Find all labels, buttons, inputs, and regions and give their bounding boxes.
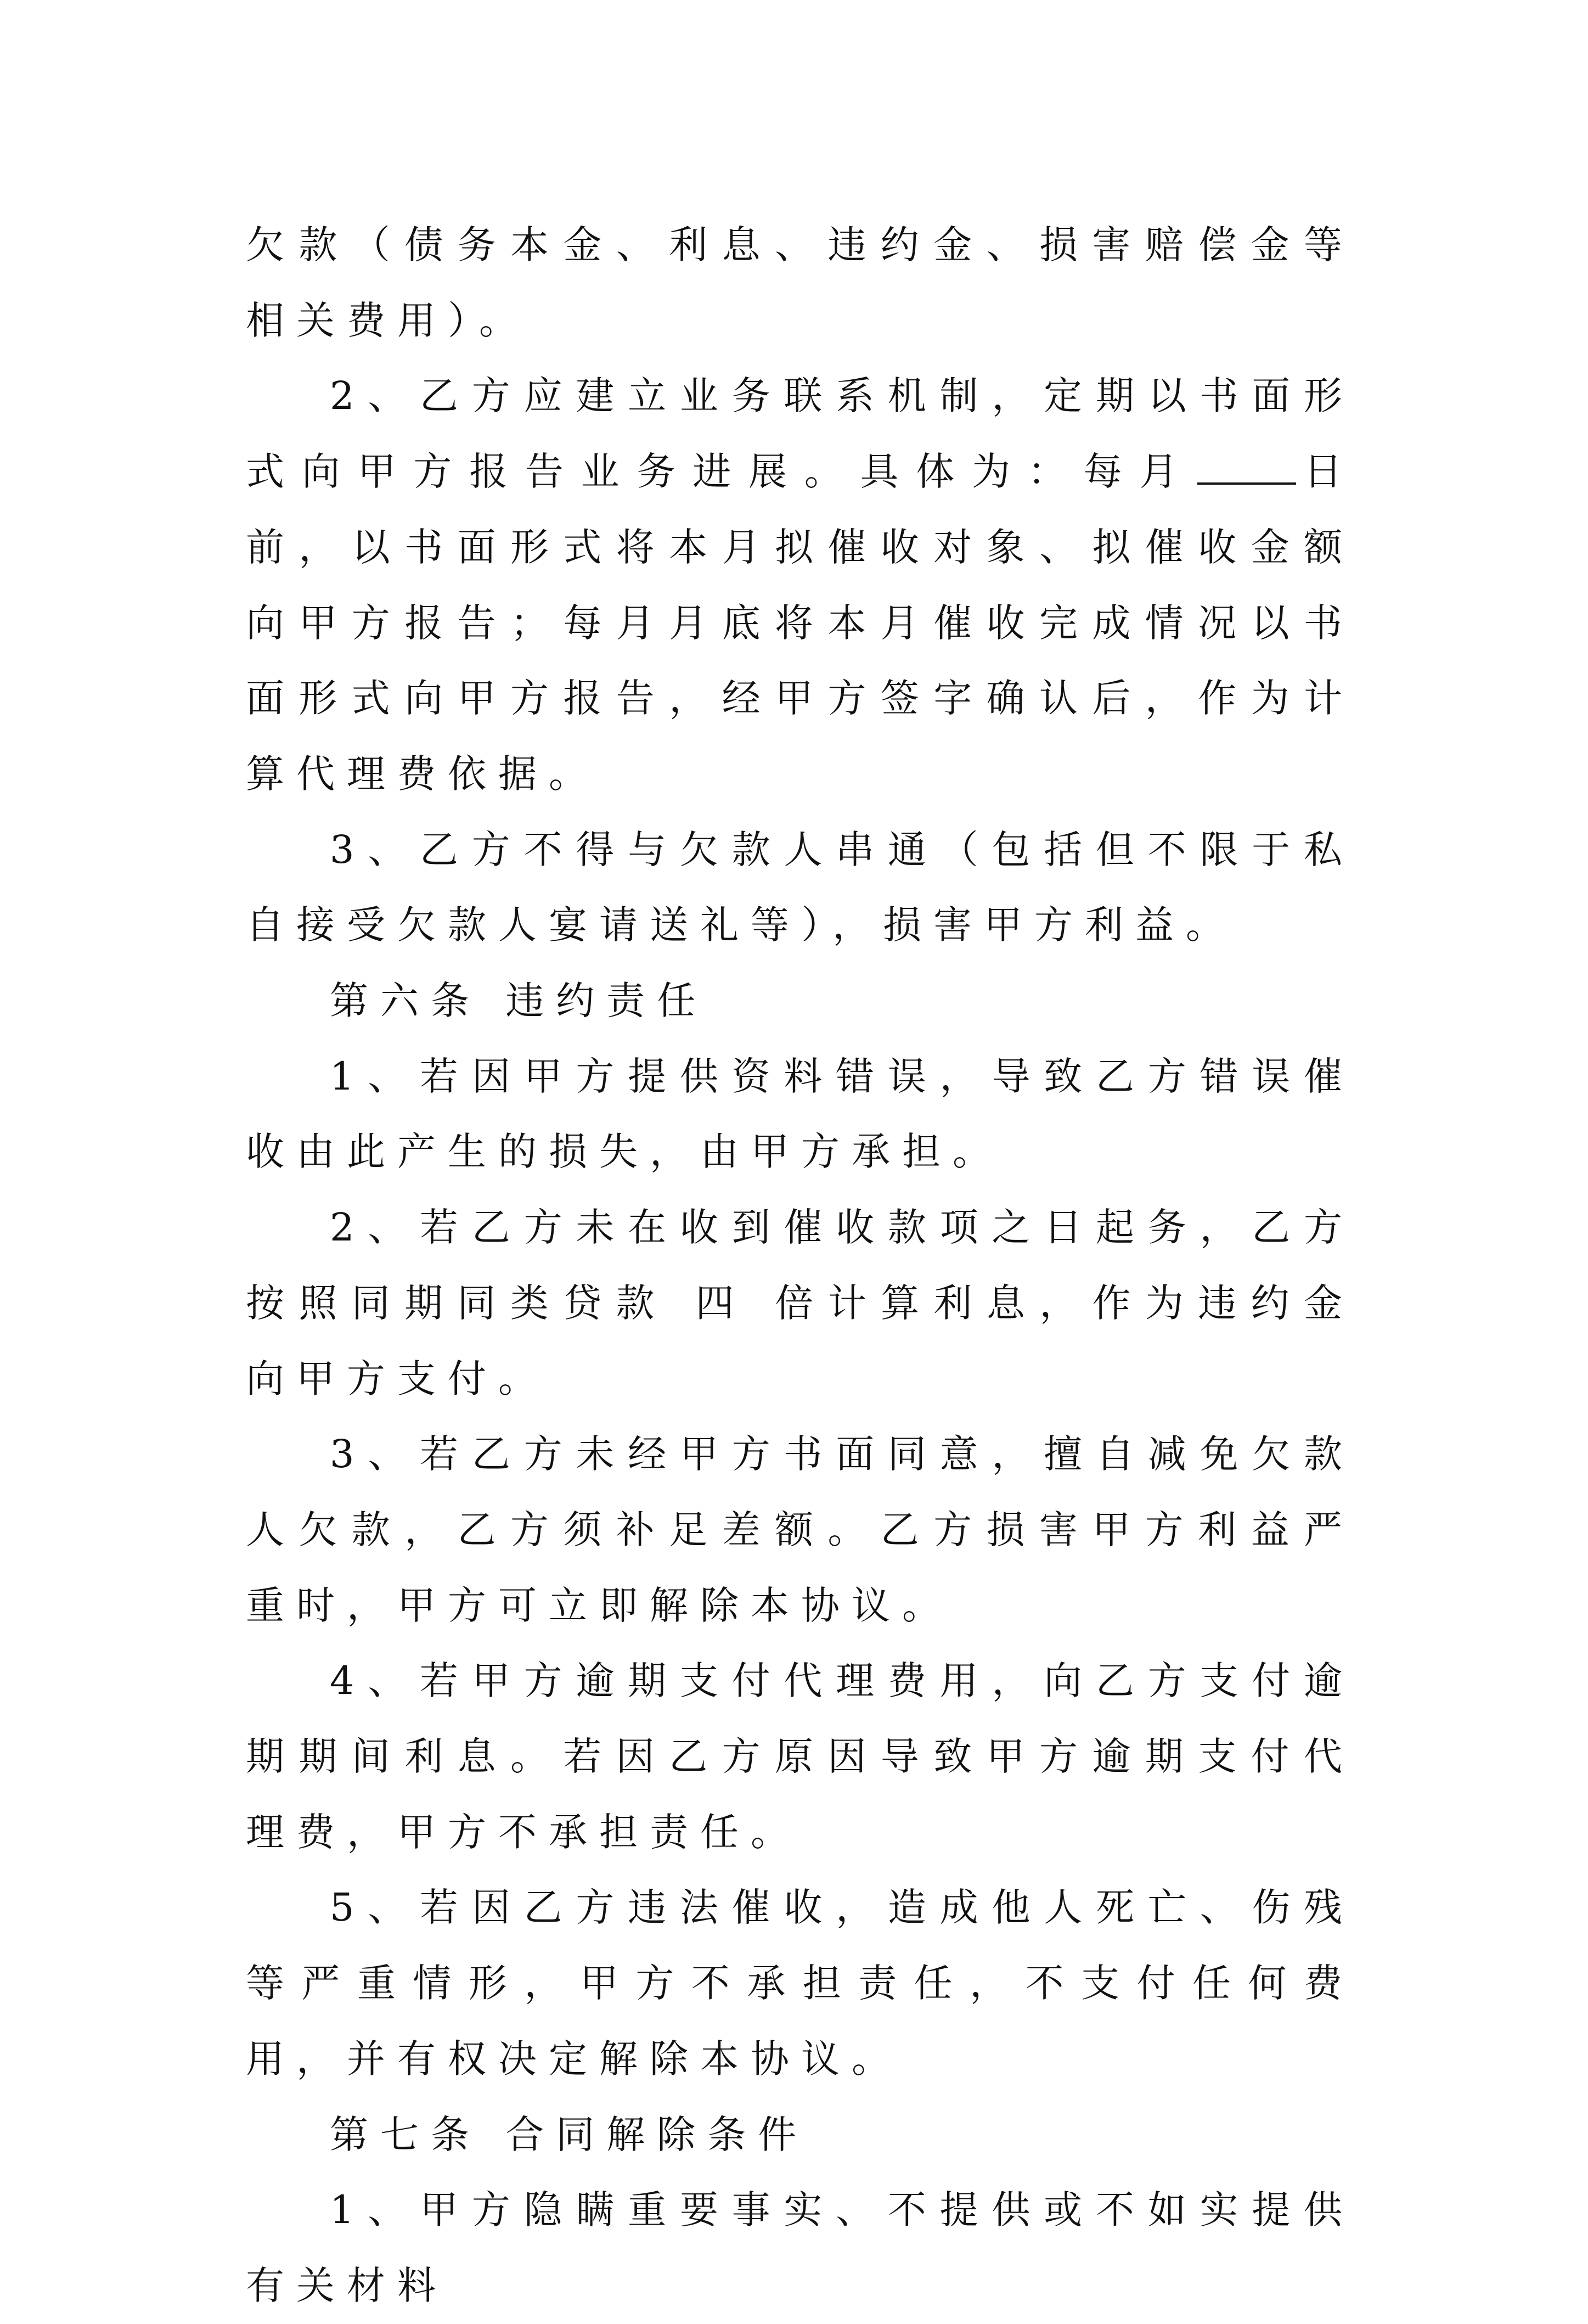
paragraph-clause-3-collusion [246, 812, 1354, 963]
paragraph-article-6-item-3 [246, 1417, 1354, 1643]
paragraph-clause-2-report [246, 358, 1354, 812]
paragraph-article-6-item-2 [246, 1190, 1354, 1417]
paragraph-text: 2、若乙方未在收到催收款项之日起务，乙方按照同期同类贷款 四 倍计算利息，作为违约金向甲方支付。 [246, 1205, 1354, 1401]
section-heading-article-6 [246, 963, 1354, 1039]
paragraph-continuation [246, 207, 1354, 358]
fill-in-blank [1197, 451, 1296, 485]
paragraph-text-before-blank: 2、乙方应建立业务联系机制，定期以书面形式向甲方报告业务进展。具体为：每月 [246, 373, 1354, 495]
document-body [246, 207, 1354, 2324]
paragraph-text: 1、甲方隐瞒重要事实、不提供或不如实提供有关材料 [246, 2187, 1354, 2308]
paragraph-text: 1、若因甲方提供资料错误，导致乙方错误催收由此产生的损失，由甲方承担。 [246, 1053, 1354, 1175]
paragraph-text: 欠款（债务本金、利息、违约金、损害赔偿金等相关费用）。 [246, 222, 1354, 343]
heading-text: 第六条 违约责任 [330, 978, 708, 1024]
paragraph-article-6-item-1 [246, 1039, 1354, 1190]
heading-text: 第七条 合同解除条件 [330, 2112, 809, 2157]
paragraph-text: 4、若甲方逾期支付代理费用，向乙方支付逾期期间利息。若因乙方原因导致甲方逾期支付代理费，甲方不承担责任。 [246, 1658, 1354, 1855]
section-heading-article-7 [246, 2097, 1354, 2173]
paragraph-article-7-item-1 [246, 2173, 1354, 2323]
paragraph-article-6-item-5 [246, 1870, 1354, 2097]
paragraph-text: 3、若乙方未经甲方书面同意，擅自减免欠款人欠款，乙方须补足差额。乙方损害甲方利益严重时，甲方可立即解除本协议。 [246, 1432, 1354, 1628]
paragraph-text: 5、若因乙方违法催收，造成他人死亡、伤残等严重情形，甲方不承担责任，不支付任何费用，并有权决定解除本协议。 [246, 1885, 1354, 2081]
paragraph-article-6-item-4 [246, 1643, 1354, 1870]
paragraph-text: 3、乙方不得与欠款人串通（包括但不限于私自接受欠款人宴请送礼等），损害甲方利益。 [246, 827, 1354, 948]
paragraph-text-after-blank: 日前，以书面形式将本月拟催收对象、拟催收金额向甲方报告；每月月底将本月催收完成情况以书面形式向甲方报告，经甲方签字确认后，作为计算代理费依据。 [246, 449, 1355, 796]
